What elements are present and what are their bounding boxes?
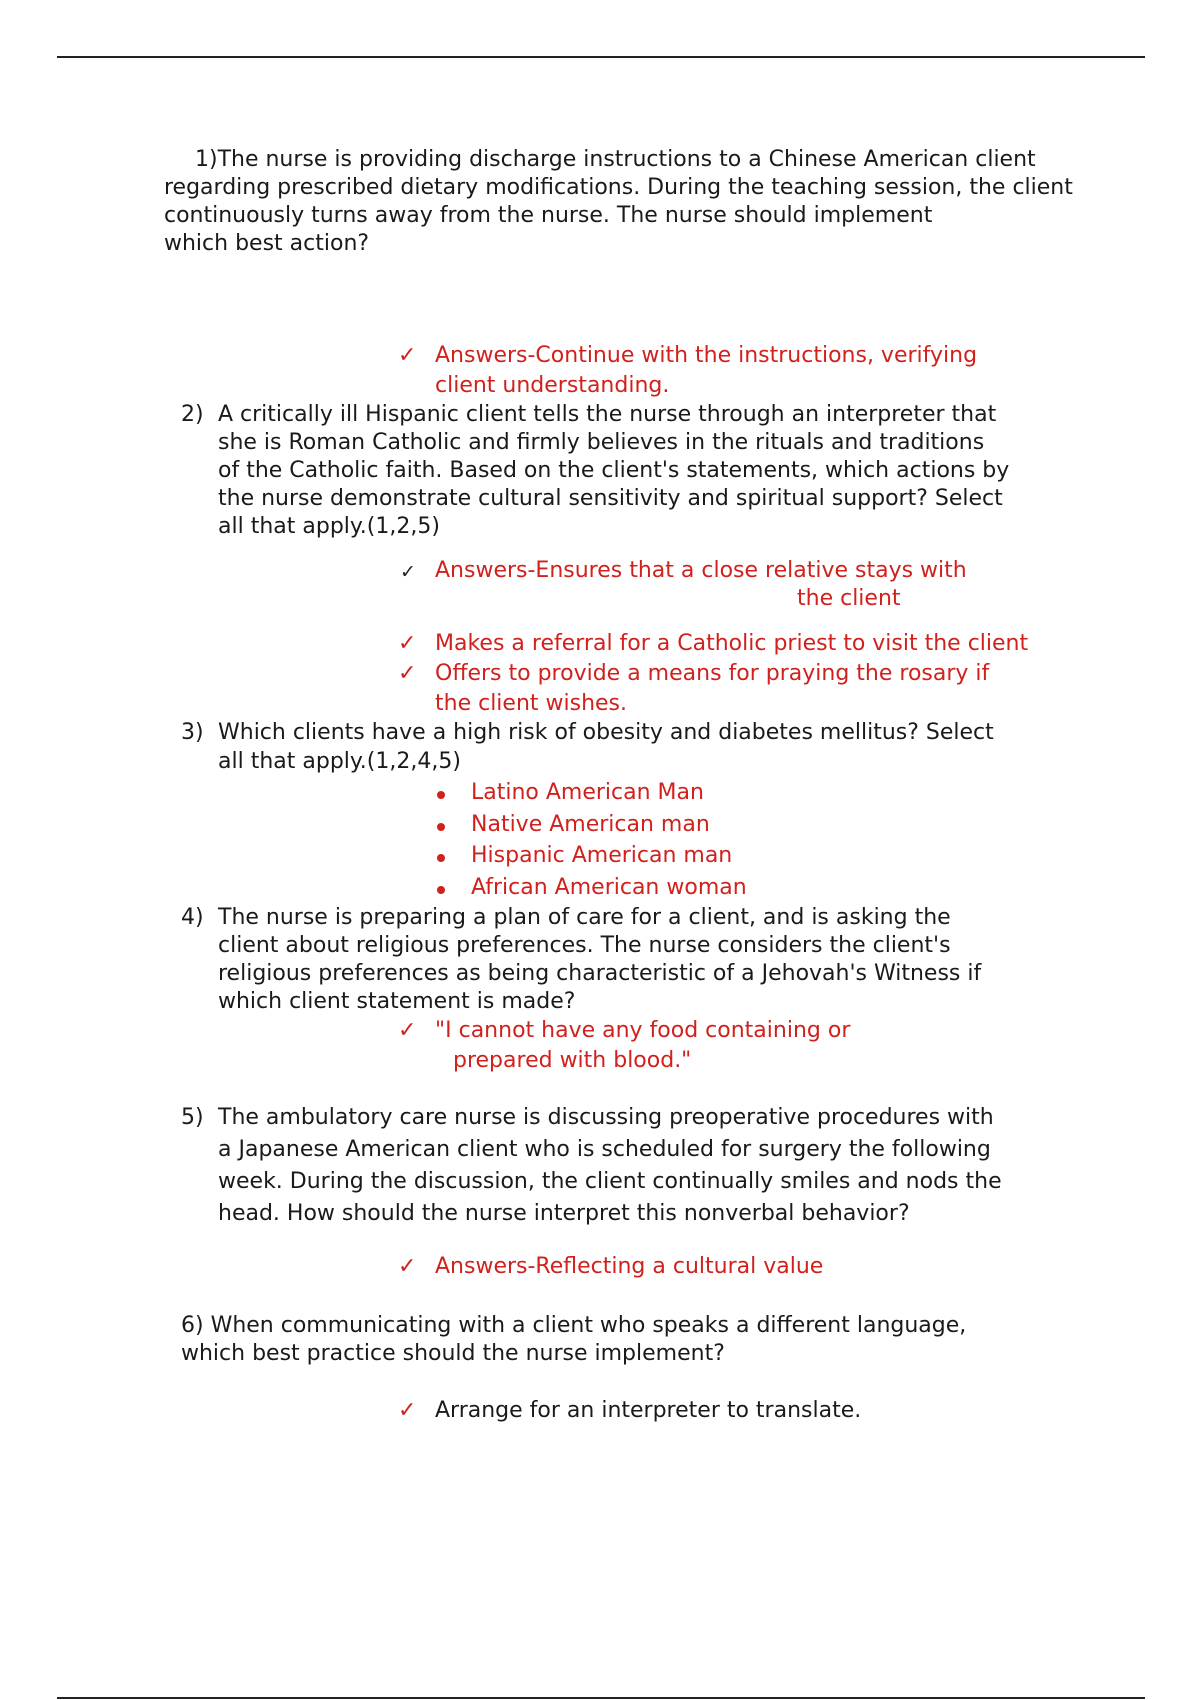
check-icon: ✓: [398, 1254, 417, 1279]
q1-answer-line-2: client understanding.: [435, 373, 670, 398]
q1-line-1: 1)The nurse is providing discharge instructions to a Chinese American client: [195, 147, 1036, 172]
q4-line-3: religious preferences as being characteristic of a Jehovah's Witness if: [218, 961, 982, 986]
q3-line-1: Which clients have a high risk of obesity and diabetes mellitus? Select: [218, 720, 994, 745]
q2-line-4: the nurse demonstrate cultural sensitivity and spiritual support? Select: [218, 486, 1003, 511]
check-icon: ✓: [398, 1018, 417, 1043]
q4-answer-line-2: prepared with blood.": [453, 1048, 692, 1073]
q3-number: 3): [181, 720, 204, 745]
q2-answer-2: Makes a referral for a Catholic priest to visit the client: [435, 631, 1029, 656]
q6-line-1: 6) When communicating with a client who speaks a different language,: [181, 1313, 967, 1338]
check-icon: ✓: [398, 661, 417, 686]
bullet-icon: [437, 823, 445, 831]
q6-answer: Arrange for an interpreter to translate.: [435, 1398, 862, 1423]
top-rule: [57, 56, 1145, 58]
check-icon: ✓: [398, 343, 417, 368]
q2-line-1: A critically ill Hispanic client tells the nurse through an interpreter that: [218, 402, 997, 427]
q4-line-2: client about religious preferences. The nurse considers the client's: [218, 933, 951, 958]
q1-answer-line-1: Answers-Continue with the instructions, verifying: [435, 343, 978, 368]
q3-option-4: African American woman: [471, 875, 747, 900]
q2-line-2: she is Roman Catholic and firmly believes in the rituals and traditions: [218, 430, 985, 455]
q5-line-3: week. During the discussion, the client continually smiles and nods the: [218, 1169, 1002, 1194]
q2-answer-3-line-2: the client wishes.: [435, 691, 628, 716]
q4-number: 4): [181, 905, 204, 930]
q4-line-4: which client statement is made?: [218, 989, 576, 1014]
q5-line-2: a Japanese American client who is scheduled for surgery the following: [218, 1137, 991, 1162]
q3-line-2: all that apply.(1,2,4,5): [218, 749, 461, 774]
q2-answer-3-line-1: Offers to provide a means for praying the rosary if: [435, 661, 990, 686]
q2-number: 2): [181, 402, 204, 427]
q5-answer: Answers-Reflecting a cultural value: [435, 1254, 824, 1279]
q2-line-3: of the Catholic faith. Based on the client's statements, which actions by: [218, 458, 1010, 483]
q2-line-5: all that apply.(1,2,5): [218, 514, 440, 539]
bullet-icon: [437, 791, 445, 799]
q3-option-1: Latino American Man: [471, 780, 704, 805]
bullet-icon: [437, 886, 445, 894]
q1-line-2: regarding prescribed dietary modifications. During the teaching session, the client: [164, 175, 1073, 200]
q5-number: 5): [181, 1105, 204, 1130]
check-icon: ✓: [398, 1398, 417, 1423]
q3-option-2: Native American man: [471, 812, 710, 837]
q1-line-3: continuously turns away from the nurse. The nurse should implement: [164, 203, 933, 228]
q2-answer-1-line-1: Answers-Ensures that a close relative stays with: [435, 558, 967, 583]
bottom-rule: [57, 1697, 1145, 1699]
q6-line-2: which best practice should the nurse implement?: [181, 1341, 725, 1366]
q3-option-3: Hispanic American man: [471, 843, 733, 868]
q5-line-4: head. How should the nurse interpret this nonverbal behavior?: [218, 1201, 910, 1226]
q1-line-4: which best action?: [164, 231, 370, 256]
q4-line-1: The nurse is preparing a plan of care for a client, and is asking the: [218, 905, 951, 930]
q2-answer-1-line-2: the client: [797, 586, 901, 611]
q4-answer-line-1: "I cannot have any food containing or: [435, 1018, 851, 1043]
q5-line-1: The ambulatory care nurse is discussing preoperative procedures with: [218, 1105, 994, 1130]
bullet-icon: [437, 854, 445, 862]
check-icon: ✓: [398, 631, 417, 656]
check-icon: ✓: [400, 561, 416, 583]
